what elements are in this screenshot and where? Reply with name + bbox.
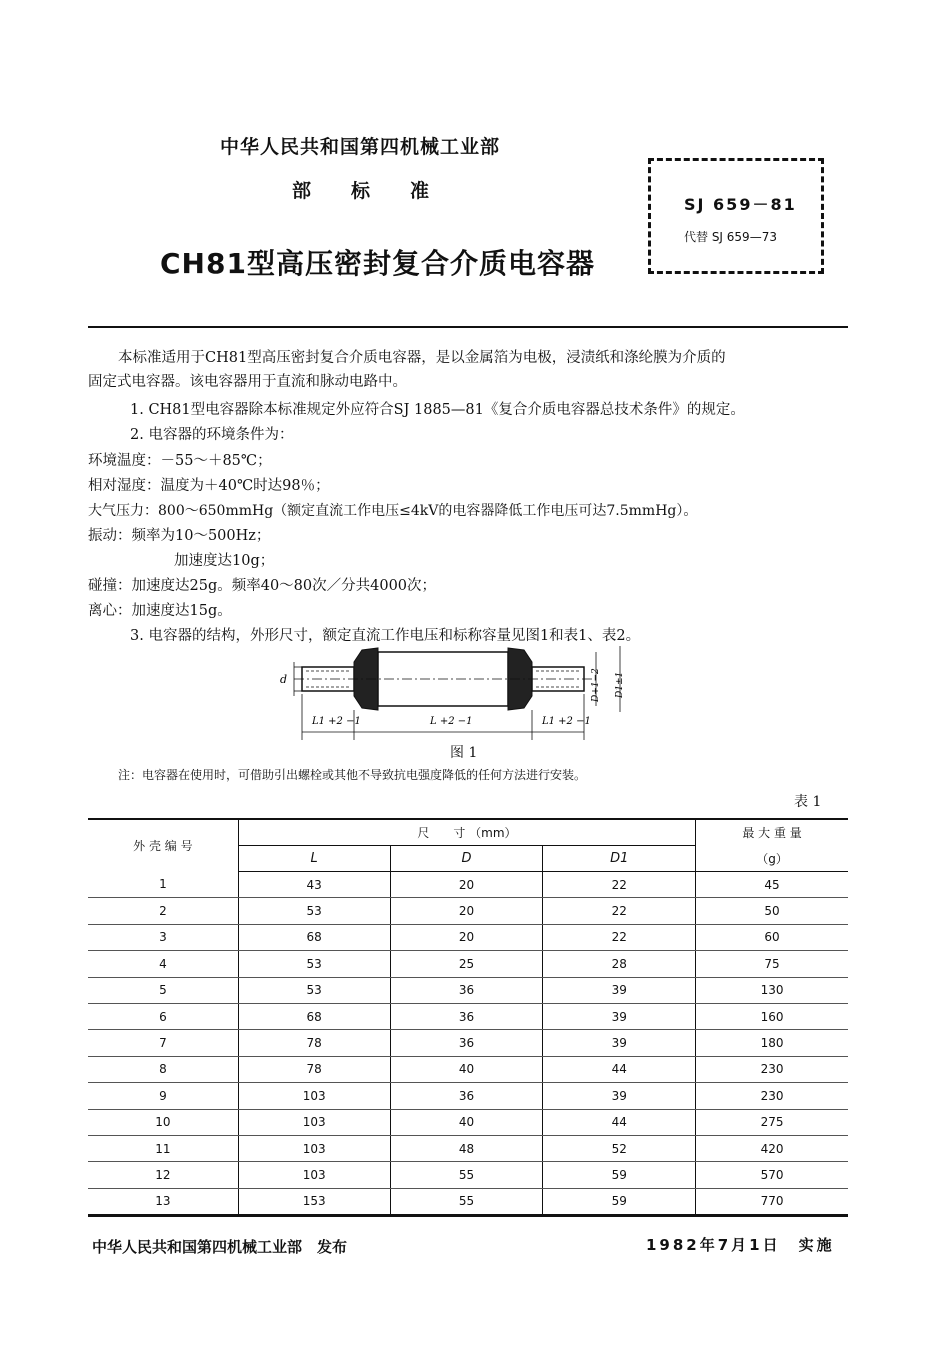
cell-L: 103 bbox=[238, 1162, 390, 1188]
cell-housing: 10 bbox=[88, 1109, 238, 1135]
cell-housing: 12 bbox=[88, 1162, 238, 1188]
cell-L: 43 bbox=[238, 872, 390, 898]
env-humidity: 相对湿度：温度为＋40℃时达98％； bbox=[88, 478, 330, 494]
cell-weight: 230 bbox=[696, 1056, 848, 1082]
figure-caption: 图 1 bbox=[450, 745, 478, 761]
standard-code-box bbox=[648, 158, 824, 274]
document-title: CH81型高压密封复合介质电容器 bbox=[160, 247, 595, 280]
cell-weight: 45 bbox=[696, 872, 848, 898]
clause-1: 1. CH81型电容器除本标准规定外应符合SJ 1885—81《复合介质电容器总技术条件》的规定。 bbox=[130, 402, 745, 418]
cell-L: 53 bbox=[238, 898, 390, 924]
table-row bbox=[88, 898, 848, 924]
col-D: D bbox=[390, 846, 543, 872]
env-bump: 碰撞：加速度达25g。频率40～80次／分共4000次； bbox=[88, 578, 437, 594]
table-row bbox=[88, 977, 848, 1003]
cell-L: 103 bbox=[238, 1109, 390, 1135]
replaces-code: 代替 SJ 659—73 bbox=[684, 230, 777, 244]
header-rule bbox=[88, 326, 848, 328]
cell-D: 25 bbox=[390, 951, 543, 977]
cell-L: 103 bbox=[238, 1083, 390, 1109]
col-housing-number: 外 壳 编 号 bbox=[88, 819, 238, 872]
env-vibration: 振动：频率为10～500Hz； bbox=[88, 528, 271, 544]
label-L1-left: L1 +2 −1 bbox=[312, 716, 361, 727]
cell-D1: 22 bbox=[543, 898, 696, 924]
cell-D1: 59 bbox=[543, 1162, 696, 1188]
cell-D1: 22 bbox=[543, 872, 696, 898]
env-temperature: 环境温度：－55～＋85℃； bbox=[88, 453, 272, 469]
cell-D: 20 bbox=[390, 872, 543, 898]
effective-date: 1982年7月1日 实施 bbox=[646, 1236, 835, 1254]
cell-D1: 52 bbox=[543, 1135, 696, 1161]
cell-D: 36 bbox=[390, 1083, 543, 1109]
capacitor-outline-figure bbox=[280, 640, 640, 740]
env-pressure: 大气压力：800～650mmHg（额定直流工作电压≤4kV的电容器降低工作电压可达7.5mmHg）。 bbox=[88, 503, 698, 519]
table-row bbox=[88, 1135, 848, 1161]
cell-housing: 4 bbox=[88, 951, 238, 977]
label-d: d bbox=[280, 673, 288, 686]
cell-D: 40 bbox=[390, 1056, 543, 1082]
cell-D1: 39 bbox=[543, 1083, 696, 1109]
cell-D: 55 bbox=[390, 1188, 543, 1215]
cell-D: 48 bbox=[390, 1135, 543, 1161]
cell-D1: 44 bbox=[543, 1056, 696, 1082]
cell-L: 153 bbox=[238, 1188, 390, 1215]
table-row bbox=[88, 1109, 848, 1135]
table-row bbox=[88, 1188, 848, 1215]
cell-weight: 770 bbox=[696, 1188, 848, 1215]
cell-D: 36 bbox=[390, 1003, 543, 1029]
label-D: D+1−2 bbox=[591, 668, 601, 702]
installation-note: 注：电容器在使用时，可借助引出螺栓或其他不导致抗电强度降低的任何方法进行安装。 bbox=[118, 768, 587, 782]
cell-L: 53 bbox=[238, 977, 390, 1003]
label-D1: D1±1 bbox=[615, 671, 625, 698]
col-max-weight: 最 大 重 量 bbox=[696, 819, 848, 846]
cell-D1: 39 bbox=[543, 1030, 696, 1056]
cell-L: 78 bbox=[238, 1056, 390, 1082]
cell-D: 36 bbox=[390, 1030, 543, 1056]
clause-3: 3. 电容器的结构，外形尺寸，额定直流工作电压和标称容量见图1和表1、表2。 bbox=[130, 628, 641, 644]
table-row bbox=[88, 1056, 848, 1082]
label-L: L +2 −1 bbox=[430, 716, 473, 727]
table-row bbox=[88, 951, 848, 977]
table-row bbox=[88, 1030, 848, 1056]
cell-weight: 160 bbox=[696, 1003, 848, 1029]
cell-housing: 6 bbox=[88, 1003, 238, 1029]
col-L: L bbox=[238, 846, 390, 872]
standard-code: SJ 659－81 bbox=[684, 195, 797, 214]
cell-housing: 1 bbox=[88, 872, 238, 898]
table-row bbox=[88, 872, 848, 898]
table-row bbox=[88, 924, 848, 950]
publisher: 中华人民共和国第四机械工业部 发布 bbox=[92, 1238, 348, 1256]
intro-line-1: 本标准适用于CH81型高压密封复合介质电容器，是以金属箔为电极，浸渍纸和涤纶膜为介质的 bbox=[118, 350, 726, 366]
cell-D: 55 bbox=[390, 1162, 543, 1188]
cell-housing: 13 bbox=[88, 1188, 238, 1215]
table-label: 表 1 bbox=[794, 794, 822, 810]
cell-housing: 11 bbox=[88, 1135, 238, 1161]
cell-D1: 28 bbox=[543, 951, 696, 977]
env-centrifugal: 离心：加速度达15g。 bbox=[88, 603, 232, 619]
cell-L: 68 bbox=[238, 1003, 390, 1029]
footer-rule bbox=[88, 1215, 848, 1217]
cell-weight: 570 bbox=[696, 1162, 848, 1188]
cell-housing: 7 bbox=[88, 1030, 238, 1056]
standard-type: 部标准 bbox=[292, 180, 470, 202]
cell-weight: 130 bbox=[696, 977, 848, 1003]
cell-weight: 420 bbox=[696, 1135, 848, 1161]
env-vibration-acceleration: 加速度达10g； bbox=[174, 553, 275, 569]
cell-weight: 275 bbox=[696, 1109, 848, 1135]
ministry-name: 中华人民共和国第四机械工业部 bbox=[220, 136, 501, 158]
cell-L: 53 bbox=[238, 951, 390, 977]
cell-D1: 39 bbox=[543, 1003, 696, 1029]
cell-weight: 230 bbox=[696, 1083, 848, 1109]
table-row bbox=[88, 1162, 848, 1188]
dimension-table bbox=[88, 818, 848, 1216]
col-weight-unit: （g） bbox=[696, 846, 848, 872]
cell-weight: 50 bbox=[696, 898, 848, 924]
cell-housing: 5 bbox=[88, 977, 238, 1003]
cell-housing: 9 bbox=[88, 1083, 238, 1109]
cell-D: 40 bbox=[390, 1109, 543, 1135]
col-D1: D1 bbox=[543, 846, 696, 872]
cell-housing: 2 bbox=[88, 898, 238, 924]
label-L1-right: L1 +2 −1 bbox=[542, 716, 591, 727]
table-row bbox=[88, 1003, 848, 1029]
cell-D1: 39 bbox=[543, 977, 696, 1003]
col-dimensions: 尺 寸 （mm） bbox=[238, 819, 695, 846]
intro-line-2: 固定式电容器。该电容器用于直流和脉动电路中。 bbox=[88, 374, 407, 390]
cell-L: 78 bbox=[238, 1030, 390, 1056]
cell-weight: 60 bbox=[696, 924, 848, 950]
cell-D: 20 bbox=[390, 898, 543, 924]
cell-L: 103 bbox=[238, 1135, 390, 1161]
cell-housing: 3 bbox=[88, 924, 238, 950]
cell-D: 36 bbox=[390, 977, 543, 1003]
cell-D: 20 bbox=[390, 924, 543, 950]
clause-2: 2. 电容器的环境条件为： bbox=[130, 427, 294, 443]
cell-weight: 75 bbox=[696, 951, 848, 977]
cell-D1: 59 bbox=[543, 1188, 696, 1215]
cell-housing: 8 bbox=[88, 1056, 238, 1082]
cell-D1: 22 bbox=[543, 924, 696, 950]
table-row bbox=[88, 1083, 848, 1109]
cell-L: 68 bbox=[238, 924, 390, 950]
cell-D1: 44 bbox=[543, 1109, 696, 1135]
cell-weight: 180 bbox=[696, 1030, 848, 1056]
